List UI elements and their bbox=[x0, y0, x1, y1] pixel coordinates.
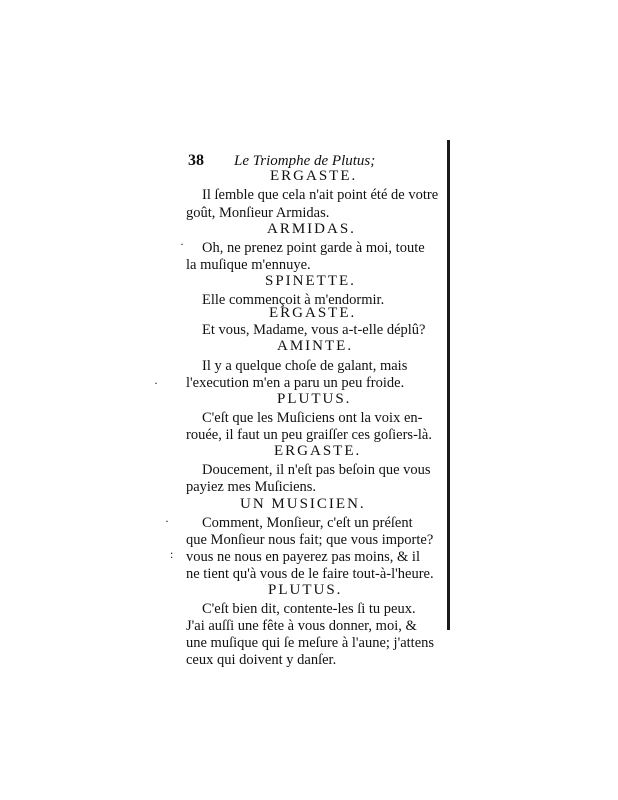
running-title: Le Triomphe de Plutus; bbox=[234, 153, 376, 169]
text-line: rouée, il faut un peu graiſſer ces goſiers-là. bbox=[186, 427, 432, 443]
speaker-heading: ERGASTE. bbox=[270, 168, 358, 184]
text-line: Doucement, il n'eſt pas beſoin que vous bbox=[202, 462, 431, 478]
text-line: ceux qui doivent y danſer. bbox=[186, 652, 337, 668]
text-line: C'eſt que les Muſiciens ont la voix en- bbox=[202, 410, 423, 426]
speaker-heading: ARMIDAS. bbox=[267, 221, 356, 237]
text-line: C'eſt bien dit, contente-les ſi tu peux. bbox=[202, 601, 416, 617]
ink-speck: · bbox=[165, 514, 169, 528]
text-line: Et vous, Madame, vous a-t-elle déplû? bbox=[202, 322, 426, 338]
speaker-heading: PLUTUS. bbox=[268, 582, 343, 598]
speaker-heading: PLUTUS. bbox=[277, 391, 352, 407]
text-line: J'ai auſſi une fête à vous donner, moi, & bbox=[186, 618, 417, 634]
ink-speck: · bbox=[154, 376, 158, 390]
text-line: Il y a quelque choſe de galant, mais bbox=[202, 358, 408, 374]
ink-speck: : bbox=[170, 547, 174, 561]
text-line: payiez mes Muſiciens. bbox=[186, 479, 317, 495]
text-line: Comment, Monſieur, c'eſt un préſent bbox=[202, 515, 413, 531]
speaker-heading: AMINTE. bbox=[277, 338, 354, 354]
text-line: la muſique m'ennuye. bbox=[186, 257, 311, 273]
speaker-heading: ERGASTE. bbox=[274, 443, 362, 459]
speaker-heading: UN MUSICIEN. bbox=[240, 496, 366, 512]
page-number: 38 bbox=[188, 152, 204, 169]
text-line: une muſique qui ſe meſure à l'aune; j'attens bbox=[186, 635, 435, 651]
speaker-heading: SPINETTE. bbox=[265, 273, 356, 289]
text-line: Il ſemble que cela n'ait point été de votre bbox=[202, 187, 439, 203]
text-line: goût, Monſieur Armidas. bbox=[186, 205, 330, 221]
ink-speck: · bbox=[180, 237, 184, 251]
text-line: l'execution m'en a paru un peu froide. bbox=[186, 375, 405, 391]
page-edge-rule bbox=[447, 140, 450, 630]
text-line: Elle commençoit à m'endormir. bbox=[202, 292, 385, 308]
text-line: Oh, ne prenez point garde à moi, toute bbox=[202, 240, 425, 256]
text-line: ne tient qu'à vous de le faire tout-à-l'heure. bbox=[186, 566, 434, 582]
text-line: vous ne nous en payerez pas moins, & il bbox=[186, 549, 420, 565]
text-line: que Monſieur nous fait; que vous importe? bbox=[186, 532, 434, 548]
speaker-heading: ERGASTE. bbox=[269, 305, 357, 321]
